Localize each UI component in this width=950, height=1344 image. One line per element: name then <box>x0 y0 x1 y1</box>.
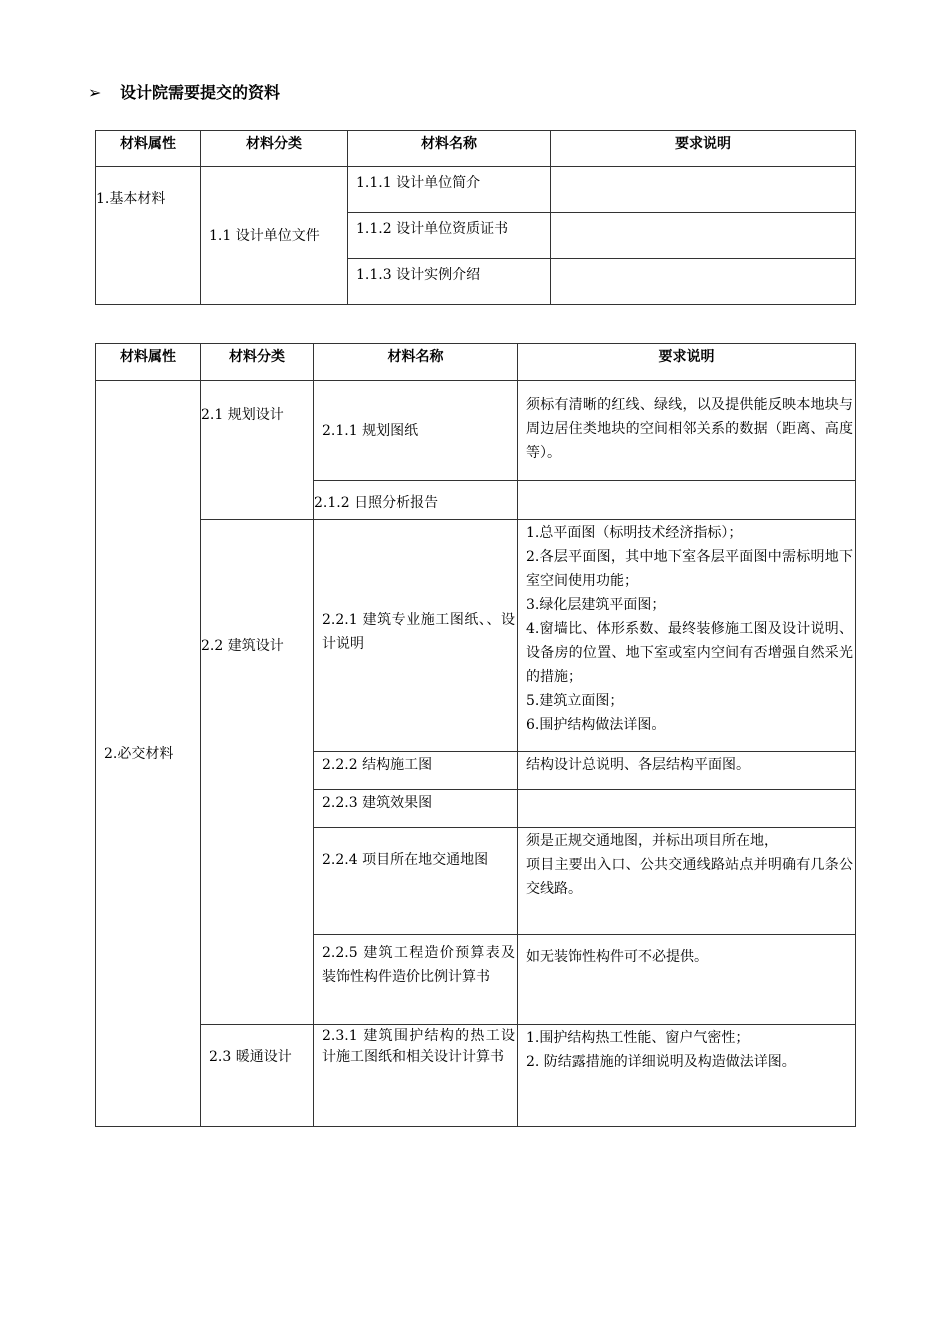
arrow-bullet-icon: ➢ <box>88 83 102 102</box>
requirement-cell <box>518 1025 856 1127</box>
item-name-cell: 2.2.5 建筑工程造价预算表及装饰性构件造价比例计算书 <box>314 935 518 1025</box>
item-name-cell: 1.1.3 设计实例介绍 <box>348 259 551 305</box>
section-heading <box>88 80 280 103</box>
item-name-cell: 2.3.1 建筑围护结构的热工设计施工图纸和相关设计计算书 <box>314 1025 518 1127</box>
item-name-cell: 2.1.1 规划图纸 <box>314 381 518 481</box>
requirement-cell <box>518 752 856 790</box>
item-name-cell: 1.1.2 设计单位资质证书 <box>348 213 551 259</box>
header-name: 材料名称 <box>348 131 551 167</box>
requirement-cell <box>551 167 856 213</box>
item-name-cell: 2.2.3 建筑效果图 <box>314 790 518 828</box>
table-row <box>96 1025 856 1127</box>
requirement-line: 须是正规交通地图，并标出项目所在地， <box>526 833 778 849</box>
table-header-row <box>96 131 856 167</box>
requirement-line: 如无装饰性构件可不必提供。 <box>526 949 708 965</box>
header-attribute: 材料属性 <box>96 131 201 167</box>
requirement-line: 4.窗墙比、体形系数、最终装修施工图及设计说明、设备房的位置、地下室或室内空间有否增强自然采光的措施； <box>526 621 853 685</box>
header-requirement: 要求说明 <box>518 344 856 381</box>
header-category: 材料分类 <box>201 131 348 167</box>
category-cell: 1.1 设计单位文件 <box>201 167 348 305</box>
requirement-cell <box>518 481 856 520</box>
requirement-cell <box>518 935 856 1025</box>
category-cell: 2.2 建筑设计 <box>201 520 314 1025</box>
requirement-line: 1.围护结构热工性能、窗户气密性； <box>526 1030 750 1046</box>
section-title: 设计院需要提交的资料 <box>120 83 281 102</box>
requirement-line: 5.建筑立面图； <box>526 693 624 709</box>
table-row <box>96 167 856 213</box>
requirement-cell <box>551 213 856 259</box>
requirement-line: 结构设计总说明、各层结构平面图。 <box>526 757 750 773</box>
requirement-line: 1.总平面图（标明技术经济指标）； <box>526 525 743 541</box>
requirement-line: 2.各层平面图，其中地下室各层平面图中需标明地下室空间使用功能； <box>526 549 853 589</box>
header-requirement: 要求说明 <box>551 131 856 167</box>
item-name-cell: 2.2.1 建筑专业施工图纸、、设计说明 <box>314 520 518 752</box>
requirement-cell <box>518 828 856 935</box>
item-name-cell: 2.1.2 日照分析报告 <box>314 481 518 520</box>
requirement-line: 3.绿化层建筑平面图； <box>526 597 666 613</box>
basic-materials-table <box>95 130 856 305</box>
item-name-cell: 2.2.4 项目所在地交通地图 <box>314 828 518 935</box>
table-header-row <box>96 344 856 381</box>
header-attribute: 材料属性 <box>96 344 201 381</box>
header-category: 材料分类 <box>201 344 314 381</box>
table-row <box>96 381 856 481</box>
attribute-cell: 1.基本材料 <box>96 167 201 305</box>
category-cell: 2.3 暖通设计 <box>201 1025 314 1127</box>
item-name-cell: 2.2.2 结构施工图 <box>314 752 518 790</box>
required-materials-table <box>95 343 856 1127</box>
item-name-cell: 1.1.1 设计单位简介 <box>348 167 551 213</box>
requirement-line: 项目主要出入口、公共交通线路站点并明确有几条公交线路。 <box>526 857 853 897</box>
requirement-line: 须标有清晰的红线、绿线，以及提供能反映本地块与周边居住类地块的空间相邻关系的数据（距离、高度等）。 <box>526 397 853 461</box>
requirement-cell <box>518 381 856 481</box>
table-row <box>96 520 856 752</box>
requirement-line: 6.围护结构做法详图。 <box>526 717 666 733</box>
attribute-cell: 2.必交材料 <box>96 381 201 1127</box>
category-cell: 2.1 规划设计 <box>201 381 314 520</box>
requirement-cell <box>551 259 856 305</box>
requirement-cell <box>518 520 856 752</box>
header-name: 材料名称 <box>314 344 518 381</box>
requirement-line: 2. 防结露措施的详细说明及构造做法详图。 <box>526 1054 796 1070</box>
requirement-cell <box>518 790 856 828</box>
